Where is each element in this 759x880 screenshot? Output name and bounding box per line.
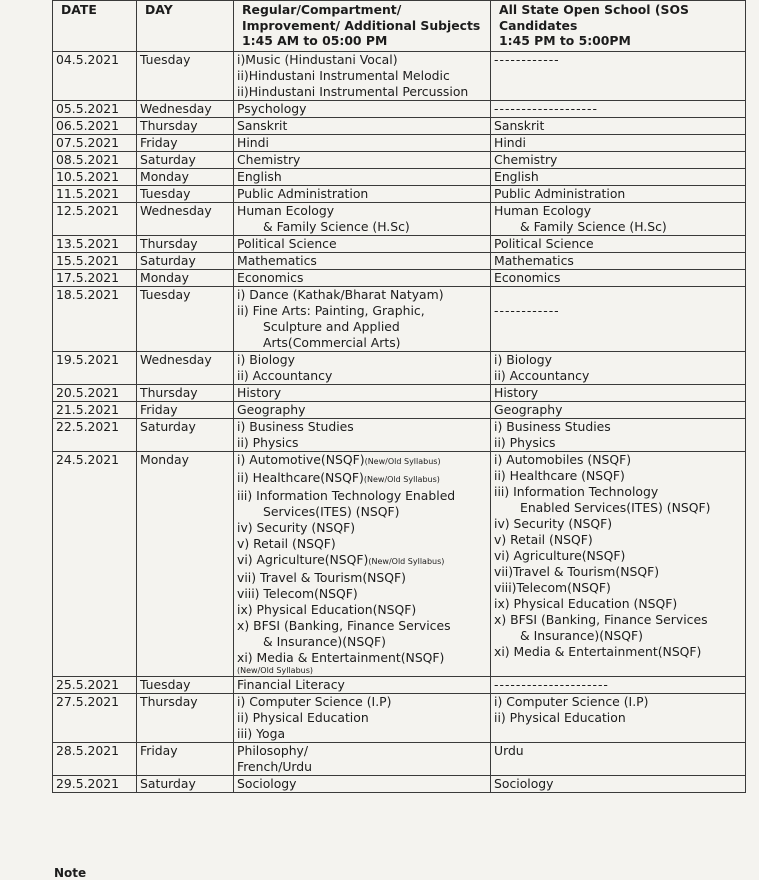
subject-line: Urdu: [494, 742, 524, 758]
sos-subjects: [491, 401, 746, 418]
exam-schedule-table: [52, 0, 746, 793]
subject-line: iii) Information Technology: [494, 483, 659, 499]
regular-subjects: [234, 351, 491, 384]
subject-line: Political Science: [494, 235, 594, 251]
sos-subjects: [491, 384, 746, 401]
regular-subjects: [234, 185, 491, 202]
exam-day: Saturday: [137, 252, 234, 269]
subject-line: i) Biology: [494, 351, 552, 367]
sos-subjects: [491, 117, 746, 134]
header-regular-line: Regular/Compartment/: [242, 2, 402, 17]
subject-line: Financial Literacy: [237, 676, 345, 692]
subject-line: & Insurance)(NSQF): [263, 633, 386, 649]
subject-line: ii) Accountancy: [237, 367, 333, 383]
header-sos: [491, 1, 746, 52]
subject-line: French/Urdu: [237, 758, 313, 774]
subject-line: Sociology: [494, 775, 554, 791]
table-row: [53, 235, 746, 252]
header-regular-line: Improvement/ Additional Subjects: [242, 17, 481, 33]
table-row: [53, 351, 746, 384]
header-sos-line: 1:45 PM to 5:00PM: [499, 33, 631, 48]
subject-line: vi) Agriculture(NSQF): [494, 547, 626, 563]
sos-subjects: [491, 451, 746, 676]
exam-date: 12.5.2021: [53, 202, 137, 235]
subject-line: viii) Telecom(NSQF): [237, 585, 358, 601]
regular-subjects: [234, 235, 491, 252]
table-row: [53, 693, 746, 742]
exam-day: Thursday: [137, 384, 234, 401]
subject-line: Chemistry: [494, 151, 558, 167]
subject-line: & Family Science (H.Sc): [520, 218, 667, 234]
subject-line: xi) Media & Entertainment(NSQF): [494, 643, 702, 659]
subject-line: iii) Information Technology Enabled: [237, 487, 456, 503]
exam-day: Saturday: [137, 775, 234, 792]
sos-subjects: [491, 775, 746, 792]
subject-line: Hindi: [494, 134, 526, 150]
exam-date: 27.5.2021: [53, 693, 137, 742]
subject-line: Sanskrit: [237, 117, 288, 133]
sos-subjects: [491, 185, 746, 202]
subject-line: Economics: [237, 269, 304, 285]
regular-subjects: [234, 401, 491, 418]
subject-line: ii) Physics: [494, 434, 556, 450]
exam-date: 08.5.2021: [53, 151, 137, 168]
subject-line: vii) Travel & Tourism(NSQF): [237, 569, 407, 585]
subject-line: ii) Accountancy: [494, 367, 590, 383]
exam-date: 15.5.2021: [53, 252, 137, 269]
table-row: [53, 286, 746, 351]
table-row: [53, 401, 746, 418]
subject-line: ii)Hindustani Instrumental Percussion: [237, 83, 469, 99]
subject-line: Sculpture and Applied: [263, 318, 400, 334]
sos-subjects: [491, 252, 746, 269]
exam-date: 29.5.2021: [53, 775, 137, 792]
subject-line: Geography: [494, 401, 563, 417]
exam-date: 05.5.2021: [53, 100, 137, 117]
subject-line: i) Business Studies: [494, 418, 611, 434]
sos-subjects: [491, 202, 746, 235]
table-row: [53, 384, 746, 401]
subject-line: i) Business Studies: [237, 418, 354, 434]
exam-date: 06.5.2021: [53, 117, 137, 134]
table-row: [53, 100, 746, 117]
sos-subjects: [491, 134, 746, 151]
regular-subjects: [234, 134, 491, 151]
subject-line: Services(ITES) (NSQF): [263, 503, 400, 519]
subject-line: ------------: [494, 302, 560, 318]
subject-line: History: [494, 384, 539, 400]
regular-subjects: [234, 100, 491, 117]
exam-date: 18.5.2021: [53, 286, 137, 351]
exam-date: 21.5.2021: [53, 401, 137, 418]
subject-line: i) Dance (Kathak/Bharat Natyam): [237, 286, 444, 302]
exam-date: 19.5.2021: [53, 351, 137, 384]
subject-line: Political Science: [237, 235, 337, 251]
subject-line: ii) Healthcare (NSQF): [494, 467, 625, 483]
subject-line: English: [494, 168, 539, 184]
subject-line: Hindi: [237, 134, 269, 150]
sos-subjects: [491, 676, 746, 693]
regular-subjects: [234, 117, 491, 134]
header-sos-line: Candidates: [499, 17, 578, 33]
syllabus-note: (New/Old Syllabus): [368, 556, 445, 566]
table-row: [53, 168, 746, 185]
exam-day: Friday: [137, 134, 234, 151]
exam-day: Tuesday: [137, 676, 234, 693]
regular-subjects: [234, 676, 491, 693]
regular-subjects: [234, 384, 491, 401]
header-regular: [234, 1, 491, 52]
exam-day: Wednesday: [137, 100, 234, 117]
exam-date: 11.5.2021: [53, 185, 137, 202]
subject-line: Human Ecology: [494, 202, 592, 218]
regular-subjects: [234, 202, 491, 235]
schedule-body: [53, 51, 746, 792]
sos-subjects: [491, 286, 746, 351]
subject-line: Philosophy/: [237, 742, 309, 758]
regular-subjects: [234, 151, 491, 168]
table-row: [53, 151, 746, 168]
exam-day: Monday: [137, 168, 234, 185]
exam-day: Friday: [137, 401, 234, 418]
exam-day: Saturday: [137, 151, 234, 168]
exam-day: Wednesday: [137, 351, 234, 384]
subject-line: Enabled Services(ITES) (NSQF): [520, 499, 711, 515]
header-date: DATE: [53, 1, 137, 52]
syllabus-note: (New/Old Syllabus): [364, 456, 441, 466]
subject-line: Sanskrit: [494, 117, 545, 133]
regular-subjects: [234, 775, 491, 792]
regular-subjects: [234, 286, 491, 351]
note-label: Note: [54, 866, 87, 880]
header-day: DAY: [137, 1, 234, 52]
exam-date: 07.5.2021: [53, 134, 137, 151]
exam-day: Tuesday: [137, 185, 234, 202]
subject-line: x) BFSI (Banking, Finance Services: [494, 611, 708, 627]
table-header-row: [53, 1, 746, 52]
table-row: [53, 676, 746, 693]
exam-day: Tuesday: [137, 286, 234, 351]
subject-line: i) Automotive(NSQF)(New/Old Syllabus): [237, 451, 441, 467]
exam-day: Monday: [137, 451, 234, 676]
subject-line: Arts(Commercial Arts): [263, 334, 401, 350]
table-row: [53, 117, 746, 134]
subject-line: [494, 287, 742, 303]
sos-subjects: [491, 168, 746, 185]
subject-line: English: [237, 168, 282, 184]
subject-line: ix) Physical Education (NSQF): [494, 595, 678, 611]
table-row: [53, 451, 746, 676]
subject-line: iv) Security (NSQF): [494, 515, 613, 531]
table-row: [53, 185, 746, 202]
header-sos-line: All State Open School (SOS: [499, 2, 689, 17]
subject-line: Economics: [494, 269, 561, 285]
subject-line: Psychology: [237, 100, 307, 116]
exam-day: Friday: [137, 742, 234, 775]
exam-day: Wednesday: [137, 202, 234, 235]
subject-line: ii) Physical Education: [237, 709, 369, 725]
regular-subjects: [234, 742, 491, 775]
sos-subjects: [491, 418, 746, 451]
subject-line: Geography: [237, 401, 306, 417]
header-regular-line: 1:45 AM to 05:00 PM: [242, 33, 388, 48]
subject-line: vii)Travel & Tourism(NSQF): [494, 563, 660, 579]
exam-date: 25.5.2021: [53, 676, 137, 693]
subject-line: ii) Fine Arts: Painting, Graphic,: [237, 302, 425, 318]
sos-subjects: [491, 269, 746, 286]
subject-line: v) Retail (NSQF): [237, 535, 336, 551]
table-row: [53, 134, 746, 151]
exam-day: Thursday: [137, 235, 234, 252]
exam-date: 10.5.2021: [53, 168, 137, 185]
subject-line: ------------: [494, 51, 560, 67]
subject-line: ix) Physical Education(NSQF): [237, 601, 417, 617]
sos-subjects: [491, 351, 746, 384]
regular-subjects: [234, 252, 491, 269]
subject-line: vi) Agriculture(NSQF)(New/Old Syllabus): [237, 551, 445, 567]
subject-line: ii) Physics: [237, 434, 299, 450]
table-row: [53, 51, 746, 100]
table-row: [53, 742, 746, 775]
exam-date: 17.5.2021: [53, 269, 137, 286]
subject-line: ii)Hindustani Instrumental Melodic: [237, 67, 450, 83]
subject-line: Mathematics: [494, 252, 574, 268]
subject-line: i) Automobiles (NSQF): [494, 451, 632, 467]
exam-date: 04.5.2021: [53, 51, 137, 100]
subject-line: Chemistry: [237, 151, 301, 167]
syllabus-note: (New/Old Syllabus): [237, 665, 314, 675]
regular-subjects: [234, 168, 491, 185]
subject-line: ---------------------: [494, 676, 609, 692]
syllabus-note: (New/Old Syllabus): [363, 474, 440, 484]
subject-line: iv) Security (NSQF): [237, 519, 356, 535]
subject-line: ii) Physical Education: [494, 709, 626, 725]
subject-line: iii) Yoga: [237, 725, 286, 741]
exam-day: Thursday: [137, 693, 234, 742]
table-row: [53, 775, 746, 792]
subject-line: ii) Healthcare(NSQF)(New/Old Syllabus): [237, 469, 440, 485]
exam-day: Tuesday: [137, 51, 234, 100]
exam-day: Saturday: [137, 418, 234, 451]
subject-line: Sociology: [237, 775, 297, 791]
regular-subjects: [234, 51, 491, 100]
sos-subjects: [491, 693, 746, 742]
subject-line: i) Biology: [237, 351, 295, 367]
subject-line: i)Music (Hindustani Vocal): [237, 51, 398, 67]
table-row: [53, 202, 746, 235]
subject-line: Mathematics: [237, 252, 317, 268]
subject-line: Human Ecology: [237, 202, 335, 218]
exam-date: 24.5.2021: [53, 451, 137, 676]
exam-date: 20.5.2021: [53, 384, 137, 401]
subject-line: Public Administration: [237, 185, 369, 201]
subject-line: & Insurance)(NSQF): [520, 627, 643, 643]
sos-subjects: [491, 742, 746, 775]
sos-subjects: [491, 151, 746, 168]
subject-line: i) Computer Science (I.P): [494, 693, 649, 709]
subject-line: xi) Media & Entertainment(NSQF): [237, 649, 445, 665]
table-row: [53, 418, 746, 451]
regular-subjects: [234, 269, 491, 286]
subject-line: Public Administration: [494, 185, 626, 201]
exam-date: 22.5.2021: [53, 418, 137, 451]
regular-subjects: [234, 451, 491, 676]
exam-day: Thursday: [137, 117, 234, 134]
exam-day: Monday: [137, 269, 234, 286]
sos-subjects: [491, 100, 746, 117]
sos-subjects: [491, 235, 746, 252]
subject-line: & Family Science (H.Sc): [263, 218, 410, 234]
sos-subjects: [491, 51, 746, 100]
subject-line: x) BFSI (Banking, Finance Services: [237, 617, 451, 633]
exam-date: 28.5.2021: [53, 742, 137, 775]
subject-line: History: [237, 384, 282, 400]
regular-subjects: [234, 418, 491, 451]
exam-date: 13.5.2021: [53, 235, 137, 252]
table-row: [53, 269, 746, 286]
subject-line: viii)Telecom(NSQF): [494, 579, 611, 595]
subject-line: i) Computer Science (I.P): [237, 693, 392, 709]
subject-line: -------------------: [494, 100, 598, 116]
table-row: [53, 252, 746, 269]
subject-line: v) Retail (NSQF): [494, 531, 593, 547]
regular-subjects: [234, 693, 491, 742]
